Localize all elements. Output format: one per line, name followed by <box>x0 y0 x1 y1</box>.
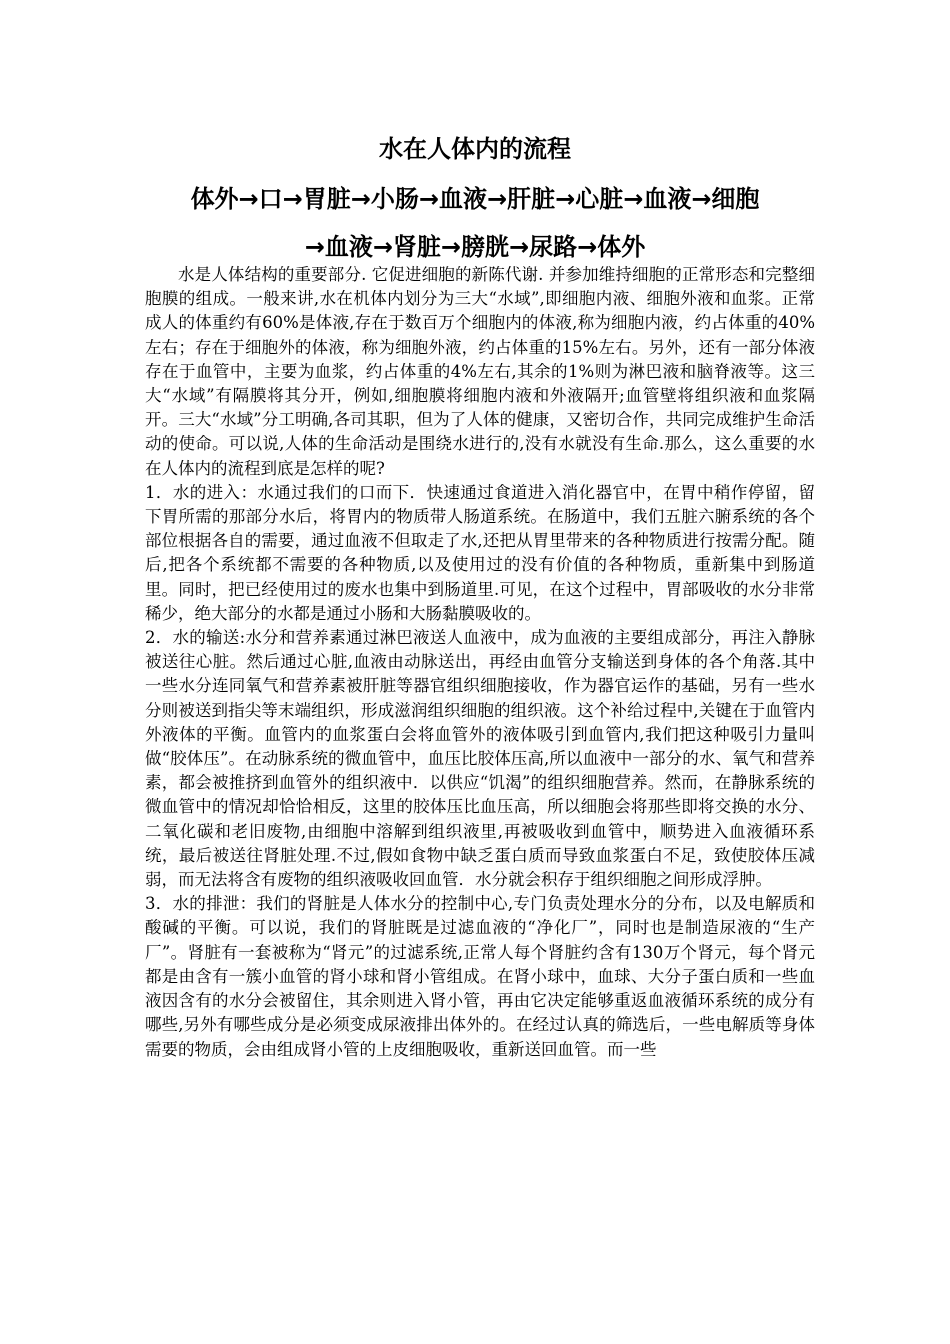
section-water-transport: 2．水的输送:水分和营养素通过淋巴液送人血液中，成为血液的主要组成部分，再注入静脉被送往心脏。然后通过心脏,血液由动脉送出，再经由血管分支输送到身体的各个角落.其中一些水分连同氧气和营养素被肝脏等器官组织细胞接收，作为器官运作的基础，另有一些水分则被送到指尖等末端组织，形成滋润组织细胞的组织液。这个补给过程中,关键在于血管内外液体的平衡。血管内的血浆蛋白会将血管外的液体吸引到血管内,我们把这种吸引力量叫做“胶体压”。在动脉系统的微血管中，血压比胶体压高,所以血液中一部分的水、氧气和营养素，都会被推挤到血管外的组织液中．以供应“饥渴”的组织细胞营养。然而，在静脉系统的微血管中的情况却恰恰相反，这里的胶体压比血压高，所以细胞会将那些即将交换的水分、二氧化碳和老旧废物,由细胞中溶解到组织液里,再被吸收到血管中，顺势进入血液循环系统，最后被送往肾脏处理.不过,假如食物中缺乏蛋白质而导致血浆蛋白不足，致使胶体压减弱，而无法将含有废物的组织液吸收回血管．水分就会积存于组织细胞之间形成浮肿。 <box>145 628 815 890</box>
document-body <box>145 263 815 1062</box>
section-water-intake: 1．水的进入：水通过我们的口而下．快速通过食道进入消化器官中，在胃中稍作停留，留下胃所需的那部分水后，将胃内的物质带人肠道系统。在肠道中，我们五脏六腑系统的各个部位根据各自的需要，通过血液不但取走了水,还把从胃里带来的各种物质进行按需分配。随后,把各个系统都不需要的各种物质,以及使用过的没有价值的各种物质，重新集中到肠道里。同时，把已经使用过的废水也集中到肠道里.可见，在这个过程中，胃部吸收的水分非常稀少，绝大部分的水都是通过小肠和大肠黏膜吸收的。 <box>145 482 815 623</box>
flow-line-2: →血液→肾脏→膀胱→尿路→体外 <box>304 233 646 261</box>
document-title: 水在人体内的流程 <box>379 135 571 163</box>
section-water-excretion: 3．水的排泄：我们的肾脏是人体水分的控制中心,专门负责处理水分的分布，以及电解质和酸碱的平衡。可以说，我们的肾脏既是过滤血液的“净化厂”，同时也是制造尿液的“生产厂”。肾脏有一套被称为“肾元”的过滤系统,正常人每个肾脏约含有130万个肾元，每个肾元都是由含有一簇小血管的肾小球和肾小管组成。在肾小球中，血球、大分子蛋白质和一些血液因含有的水分会被留住，其余则进入肾小管，再由它决定能够重返血液循环系统的成分有哪些,另外有哪些成分是必须变成尿液排出体外的。在经过认真的筛选后，一些电解质等身体需要的物质，会由组成肾小管的上皮细胞吸收，重新送回血管。而一些 <box>145 894 815 1059</box>
flow-line-1: 体外→口→胃脏→小肠→血液→肝脏→心脏→血液→细胞 <box>190 185 760 213</box>
intro-paragraph: 水是人体结构的重要部分. 它促进细胞的新陈代谢. 并参加维持细胞的正常形态和完整细胞膜的组成。一般来讲,水在机体内划分为三大“水域”,即细胞内液、细胞外液和血浆。正常成人的体重约有60%是体液,存在于数百万个细胞内的体液,称为细胞内液，约占体重的40%左右；存在于细胞外的体液，称为细胞外液，约占体重的15%左右。另外，还有一部分体液存在于血管中，主要为血浆，约占体重的4%左右,其余的1%则为淋巴液和脑脊液等。这三大“水域”有隔膜将其分开，例如,细胞膜将细胞内液和外液隔开;血管壁将组织液和血浆隔开。三大“水域”分工明确,各司其职，但为了人体的健康，又密切合作，共同完成维护生命活动的使命。可以说,人体的生命活动是围绕水进行的,没有水就没有生命.那么，这么重要的水在人体内的流程到底是怎样的呢? <box>145 265 815 478</box>
